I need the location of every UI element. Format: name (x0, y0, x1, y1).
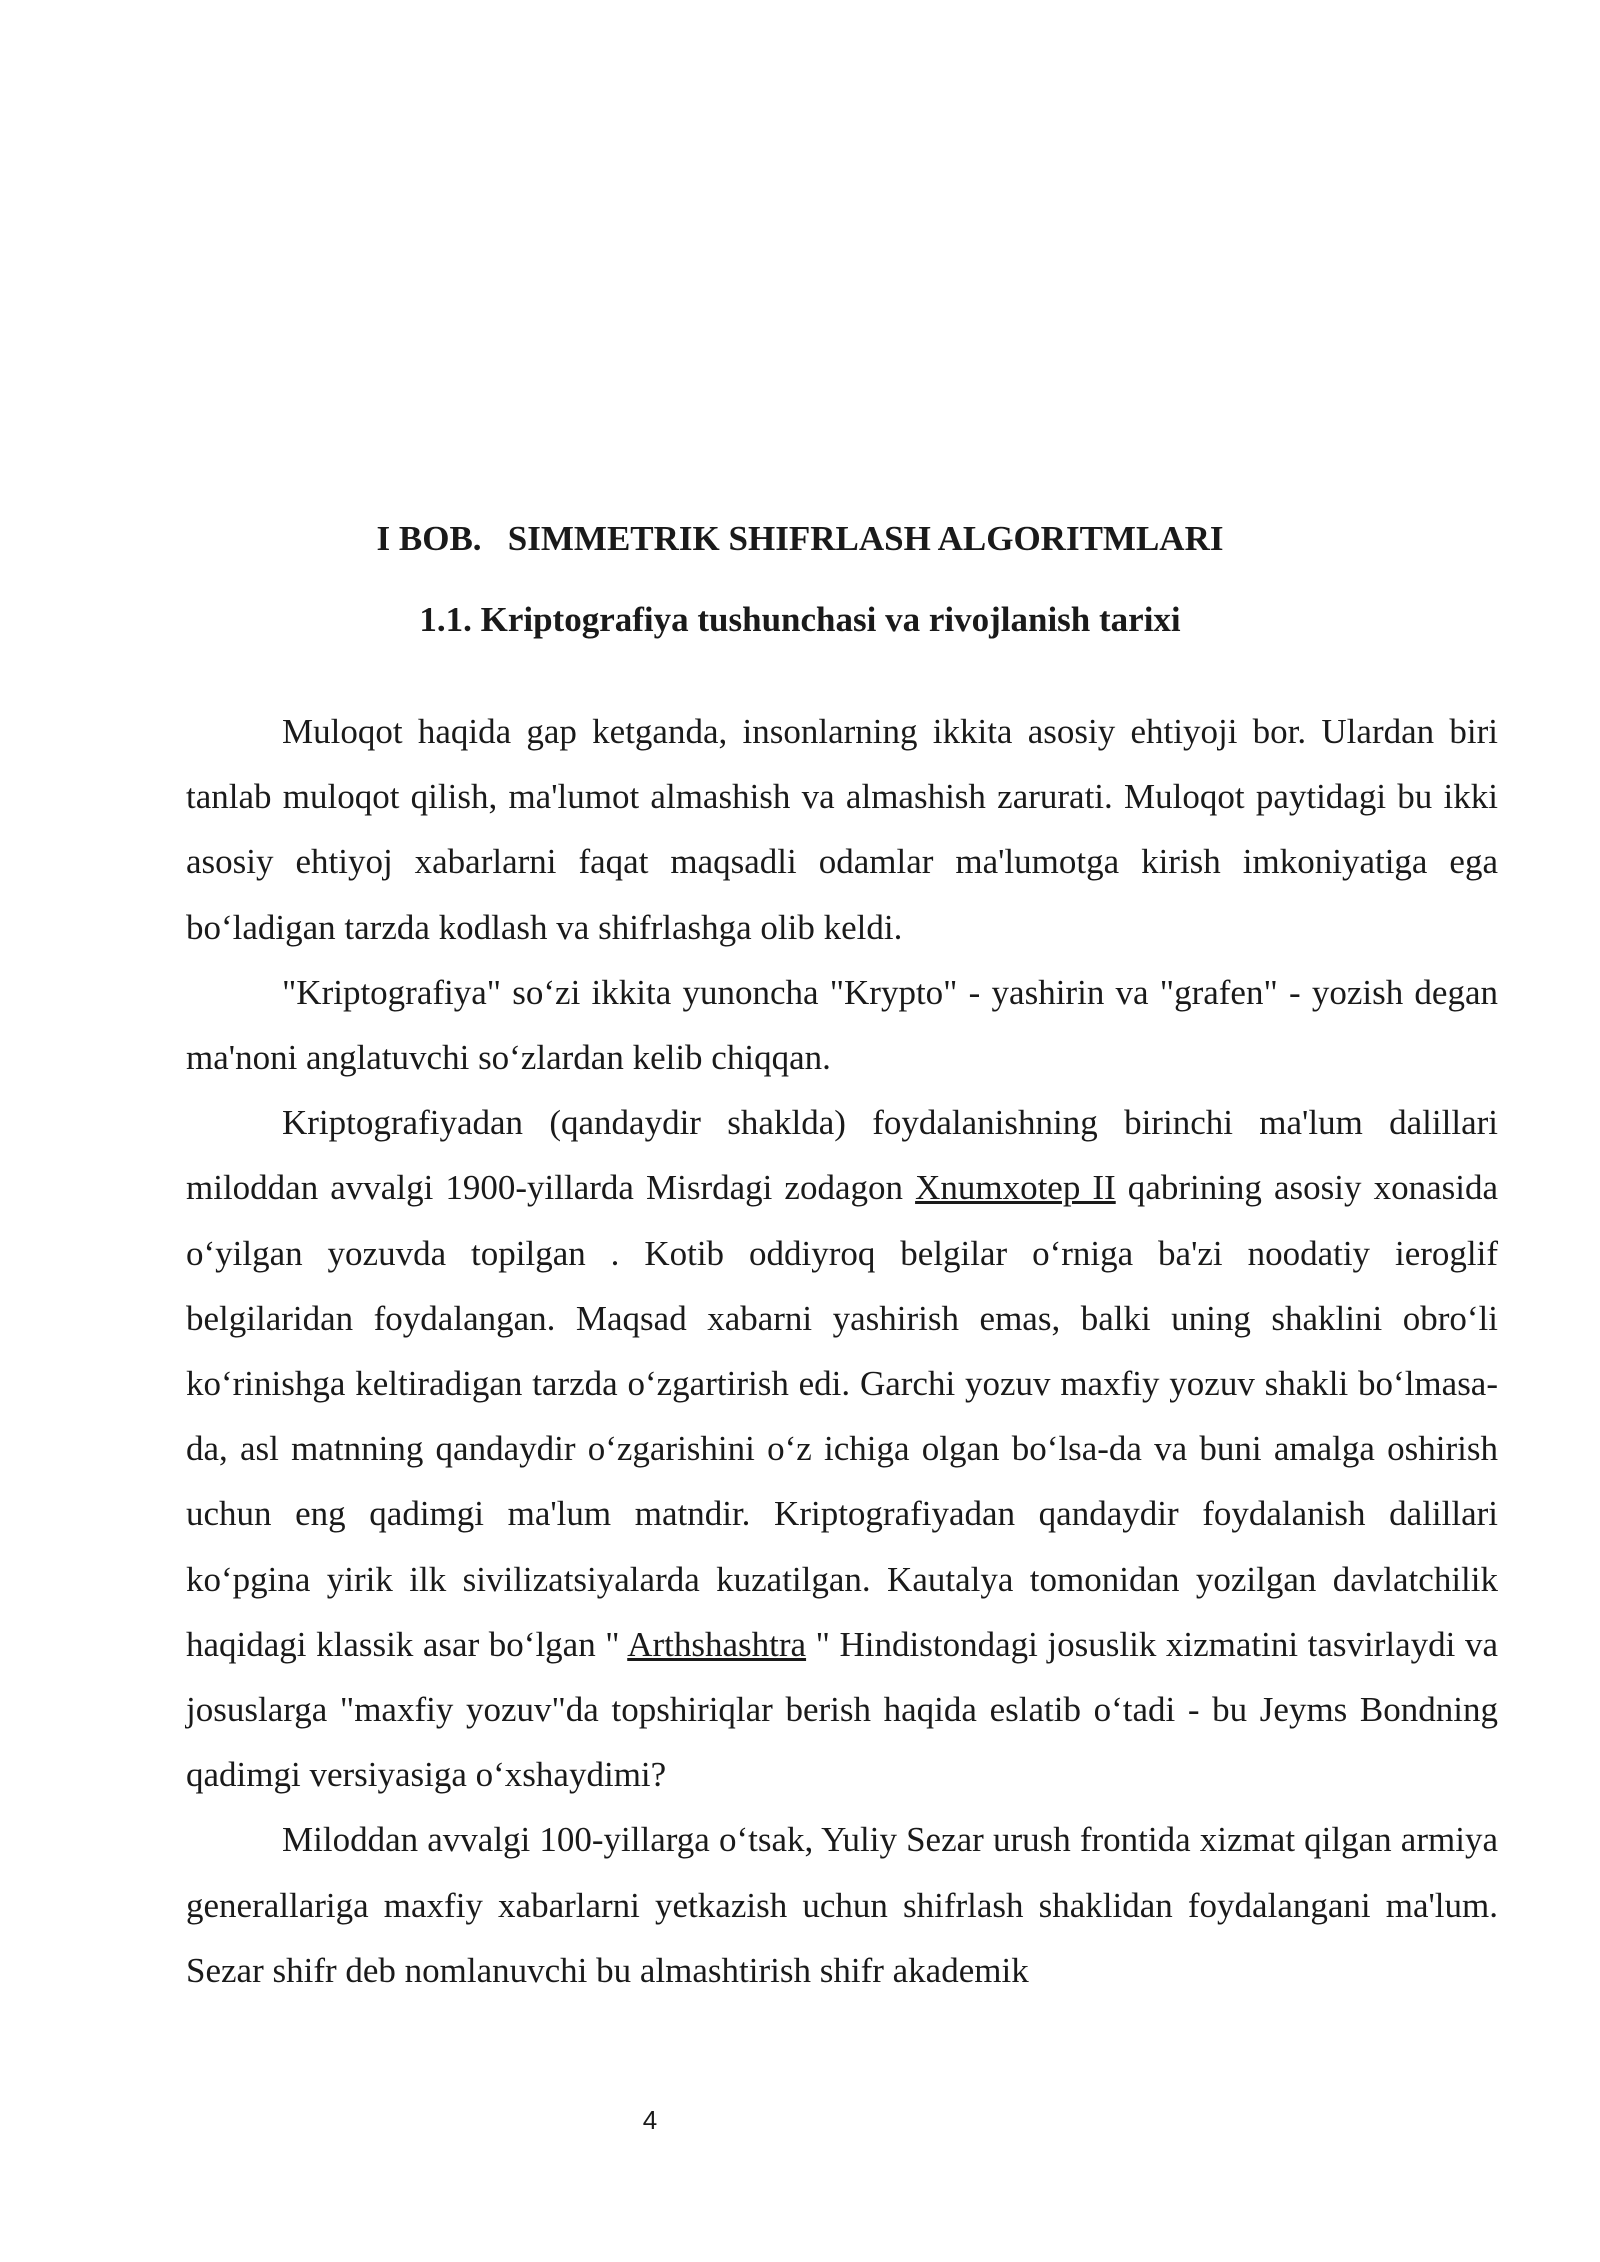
paragraph-3 (186, 1090, 1498, 1807)
section-title: 1.1. Kriptografiya tushunchasi va rivojlanish tarixi (419, 600, 1181, 639)
link-xnumxotep[interactable]: Xnumxotep II (915, 1168, 1116, 1208)
paragraph-3-text-c: " Hindistondagi josuslik xizmatini tasvirlaydi va josuslarga "maxfiy yozuv"da topshiriqlar berish haqida eslatib oʻtadi - bu Jeyms Bondning qadimgi versiyasiga oʻxshaydimi? (186, 1624, 1498, 1795)
page-number: 4 (642, 2105, 658, 2135)
paragraph-3-text-a: Kriptografiyadan (qandaydir shaklda) foydalanishning birinchi ma'lum dalillari miloddan avvalgi 1900-yillarda Misrdagi zodagon (186, 1103, 1498, 1208)
paragraph-2: "Kriptografiya" soʻzi ikkita yunoncha "Krypto" - yashirin va "grafen" - yozish degan ma'noni anglatuvchi soʻzlardan kelib chiqqan. (186, 972, 1498, 1078)
chapter-title: I BOB. SIMMETRIK SHIFRLASH ALGORITMLARI (376, 519, 1224, 558)
link-arthshashtra[interactable]: Arthshashtra (627, 1624, 807, 1664)
body-text (186, 699, 1498, 2003)
paragraph-4: Miloddan avvalgi 100-yillarga oʻtsak, Yuliy Sezar urush frontida xizmat qilgan armiya generallariga maxfiy xabarlarni yetkazish uchun shifrlash shaklidan foydalangani ma'lum. Sezar shifr deb nomlanuvchi bu almashtirish shifr akademik (186, 1820, 1498, 1990)
paragraph-3-text-b: qabrining asosiy xonasida oʻyilgan yozuvda topilgan . Kotib oddiyroq belgilar oʻrniga ba'zi noodatiy ieroglif belgilaridan foydalangan. Maqsad xabarni yashirish emas, balki uning shaklini obroʻli koʻrinishga keltiradigan tarzda oʻzgartirish edi. Garchi yozuv maxfiy yozuv shakli boʻlmasa-da, asl matnning qandaydir oʻzgarishini oʻz ichiga olgan boʻlsa-da va buni amalga oshirish uchun eng qadimgi ma'lum matndir. Kriptografiyadan qandaydir foydalanish dalillari koʻpgina yirik ilk sivilizatsiyalarda kuzatilgan. Kautalya tomonidan yozilgan davlatchilik haqidagi klassik asar boʻlgan " (186, 1168, 1498, 1664)
paragraph-1: Muloqot haqida gap ketganda, insonlarning ikkita asosiy ehtiyoji bor. Ulardan biri tanlab muloqot qilish, ma'lumot almashish va almashish zarurati. Muloqot paytidagi bu ikki asosiy ehtiyoj xabarlarni faqat maqsadli odamlar ma'lumotga kirish imkoniyatiga ega boʻladigan tarzda kodlash va shifrlashga olib keldi. (186, 712, 1498, 947)
